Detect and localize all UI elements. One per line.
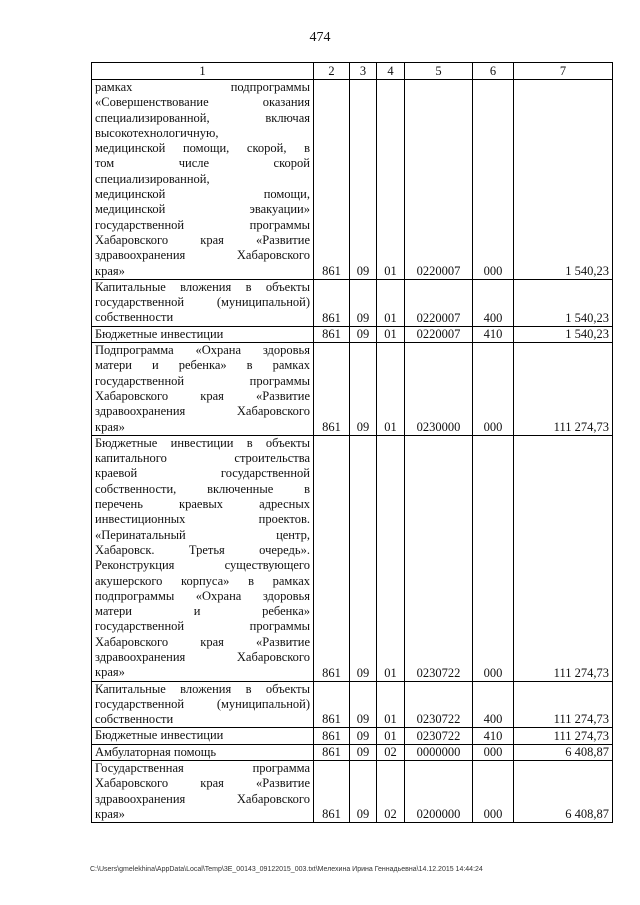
description-line: акушерского корпуса» в рамках (95, 573, 310, 588)
footer-path: C:\Users\gmelekhina\AppData\Local\Temp\3E_00143_09122015_003.txt\Мелехина Ирина Геннадьевна\14.12.2015 14:44:24 (90, 866, 483, 873)
table-row (92, 744, 613, 760)
cell-column-4: 02 (377, 761, 405, 823)
table-row (92, 728, 613, 744)
cell-column-7: 111 274,73 (514, 435, 613, 681)
table-row (92, 761, 613, 823)
description-line: рамках подпрограммы (95, 80, 310, 94)
cell-column-6: 000 (473, 80, 514, 280)
description-line: здравоохранения Хабаровского (95, 791, 310, 806)
column-header-2: 2 (314, 63, 350, 80)
description-line: Бюджетные инвестиции в объекты (95, 435, 310, 450)
cell-column-7: 6 408,87 (514, 761, 613, 823)
cell-column-6: 000 (473, 761, 514, 823)
cell-column-6: 000 (473, 435, 514, 681)
description-line: медицинской помощи, скорой, в (95, 141, 310, 156)
cell-column-2: 861 (314, 728, 350, 744)
cell-column-5: 0220007 (405, 279, 473, 326)
description-line: Бюджетные инвестиции (95, 728, 224, 743)
cell-column-3: 09 (350, 681, 377, 728)
row-description (92, 279, 314, 326)
description-line: края» (95, 806, 125, 821)
row-description (92, 728, 314, 744)
cell-column-5: 0230722 (405, 681, 473, 728)
column-header-6: 6 (473, 63, 514, 80)
cell-column-4: 01 (377, 728, 405, 744)
description-line: Хабаровского края «Развитие (95, 232, 310, 247)
table-row (92, 326, 613, 342)
description-line: Хабаровского края «Развитие (95, 776, 310, 791)
row-description (92, 681, 314, 728)
description-line: края» (95, 263, 125, 278)
cell-column-6: 000 (473, 343, 514, 436)
description-line: Капитальные вложения в объекты (95, 279, 310, 294)
cell-column-4: 01 (377, 681, 405, 728)
column-header-3: 3 (350, 63, 377, 80)
description-line: том числе скорой (95, 156, 310, 171)
row-description (92, 326, 314, 342)
description-line: собственности (95, 712, 174, 727)
cell-column-7: 1 540,23 (514, 326, 613, 342)
cell-column-6: 410 (473, 326, 514, 342)
cell-column-2: 861 (314, 80, 350, 280)
cell-column-5: 0000000 (405, 744, 473, 760)
cell-column-6: 400 (473, 681, 514, 728)
description-line: здравоохранения Хабаровского (95, 649, 310, 664)
cell-column-3: 09 (350, 744, 377, 760)
description-line: матери и ребенка» (95, 604, 310, 619)
column-header-1: 1 (92, 63, 314, 80)
description-line: краевой государственной (95, 466, 310, 481)
row-description (92, 80, 314, 280)
table-row (92, 279, 613, 326)
cell-column-7: 111 274,73 (514, 343, 613, 436)
budget-table (91, 62, 613, 823)
description-line: государственной (муниципальной) (95, 696, 310, 711)
description-line: капитального строительства (95, 451, 310, 466)
page-number: 474 (309, 30, 331, 45)
description-line: «Перинатальный центр, (95, 527, 310, 542)
cell-column-4: 02 (377, 744, 405, 760)
row-description (92, 435, 314, 681)
cell-column-6: 000 (473, 744, 514, 760)
description-line: государственной программы (95, 373, 310, 388)
description-line: края» (95, 665, 125, 680)
cell-column-6: 410 (473, 728, 514, 744)
table-body (92, 80, 613, 823)
description-line: края» (95, 419, 125, 434)
table-row (92, 681, 613, 728)
cell-column-5: 0220007 (405, 326, 473, 342)
cell-column-3: 09 (350, 80, 377, 280)
cell-column-4: 01 (377, 80, 405, 280)
description-line: Бюджетные инвестиции (95, 326, 224, 341)
cell-column-7: 111 274,73 (514, 681, 613, 728)
cell-column-5: 0230722 (405, 728, 473, 744)
row-description (92, 744, 314, 760)
cell-column-3: 09 (350, 279, 377, 326)
cell-column-5: 0230000 (405, 343, 473, 436)
table-row (92, 80, 613, 280)
description-line: матери и ребенка» в рамках (95, 358, 310, 373)
description-line: здравоохранения Хабаровского (95, 404, 310, 419)
description-line: Подпрограмма «Охрана здоровья (95, 343, 310, 358)
cell-column-5: 0200000 (405, 761, 473, 823)
table-row (92, 435, 613, 681)
column-header-7: 7 (514, 63, 613, 80)
table-header-row (92, 63, 613, 80)
cell-column-7: 1 540,23 (514, 279, 613, 326)
cell-column-4: 01 (377, 279, 405, 326)
description-line: медицинской эвакуации» (95, 202, 310, 217)
description-line: Государственная программа (95, 761, 310, 776)
description-line: специализированной, (95, 171, 210, 186)
description-line: Амбулаторная помощь (95, 744, 217, 759)
cell-column-4: 01 (377, 326, 405, 342)
cell-column-7: 6 408,87 (514, 744, 613, 760)
description-line: Хабаровского края «Развитие (95, 388, 310, 403)
cell-column-3: 09 (350, 761, 377, 823)
cell-column-2: 861 (314, 279, 350, 326)
cell-column-2: 861 (314, 681, 350, 728)
cell-column-7: 111 274,73 (514, 728, 613, 744)
cell-column-3: 09 (350, 343, 377, 436)
description-line: собственности, включенные в (95, 481, 310, 496)
description-line: Хабаровск. Третья очередь». (95, 542, 310, 557)
cell-column-5: 0220007 (405, 80, 473, 280)
description-line: высокотехнологичную, (95, 125, 219, 140)
description-line: государственной программы (95, 619, 310, 634)
cell-column-2: 861 (314, 326, 350, 342)
cell-column-4: 01 (377, 343, 405, 436)
column-header-4: 4 (377, 63, 405, 80)
description-line: Капитальные вложения в объекты (95, 681, 310, 696)
cell-column-2: 861 (314, 744, 350, 760)
column-header-5: 5 (405, 63, 473, 80)
description-line: «Совершенствование оказания (95, 95, 310, 110)
description-line: государственной (муниципальной) (95, 295, 310, 310)
cell-column-2: 861 (314, 343, 350, 436)
row-description (92, 761, 314, 823)
cell-column-4: 01 (377, 435, 405, 681)
cell-column-3: 09 (350, 435, 377, 681)
description-line: Реконструкция существующего (95, 558, 310, 573)
description-line: подпрограммы «Охрана здоровья (95, 588, 310, 603)
description-line: специализированной, включая (95, 110, 310, 125)
description-line: государственной программы (95, 217, 310, 232)
cell-column-5: 0230722 (405, 435, 473, 681)
description-line: медицинской помощи, (95, 187, 310, 202)
description-line: перечень краевых адресных (95, 497, 310, 512)
cell-column-7: 1 540,23 (514, 80, 613, 280)
cell-column-3: 09 (350, 728, 377, 744)
row-description (92, 343, 314, 436)
cell-column-2: 861 (314, 435, 350, 681)
description-line: собственности (95, 310, 174, 325)
description-line: Хабаровского края «Развитие (95, 634, 310, 649)
description-line: инвестиционных проектов. (95, 512, 310, 527)
cell-column-3: 09 (350, 326, 377, 342)
table-row (92, 343, 613, 436)
cell-column-6: 400 (473, 279, 514, 326)
description-line: здравоохранения Хабаровского (95, 248, 310, 263)
cell-column-2: 861 (314, 761, 350, 823)
